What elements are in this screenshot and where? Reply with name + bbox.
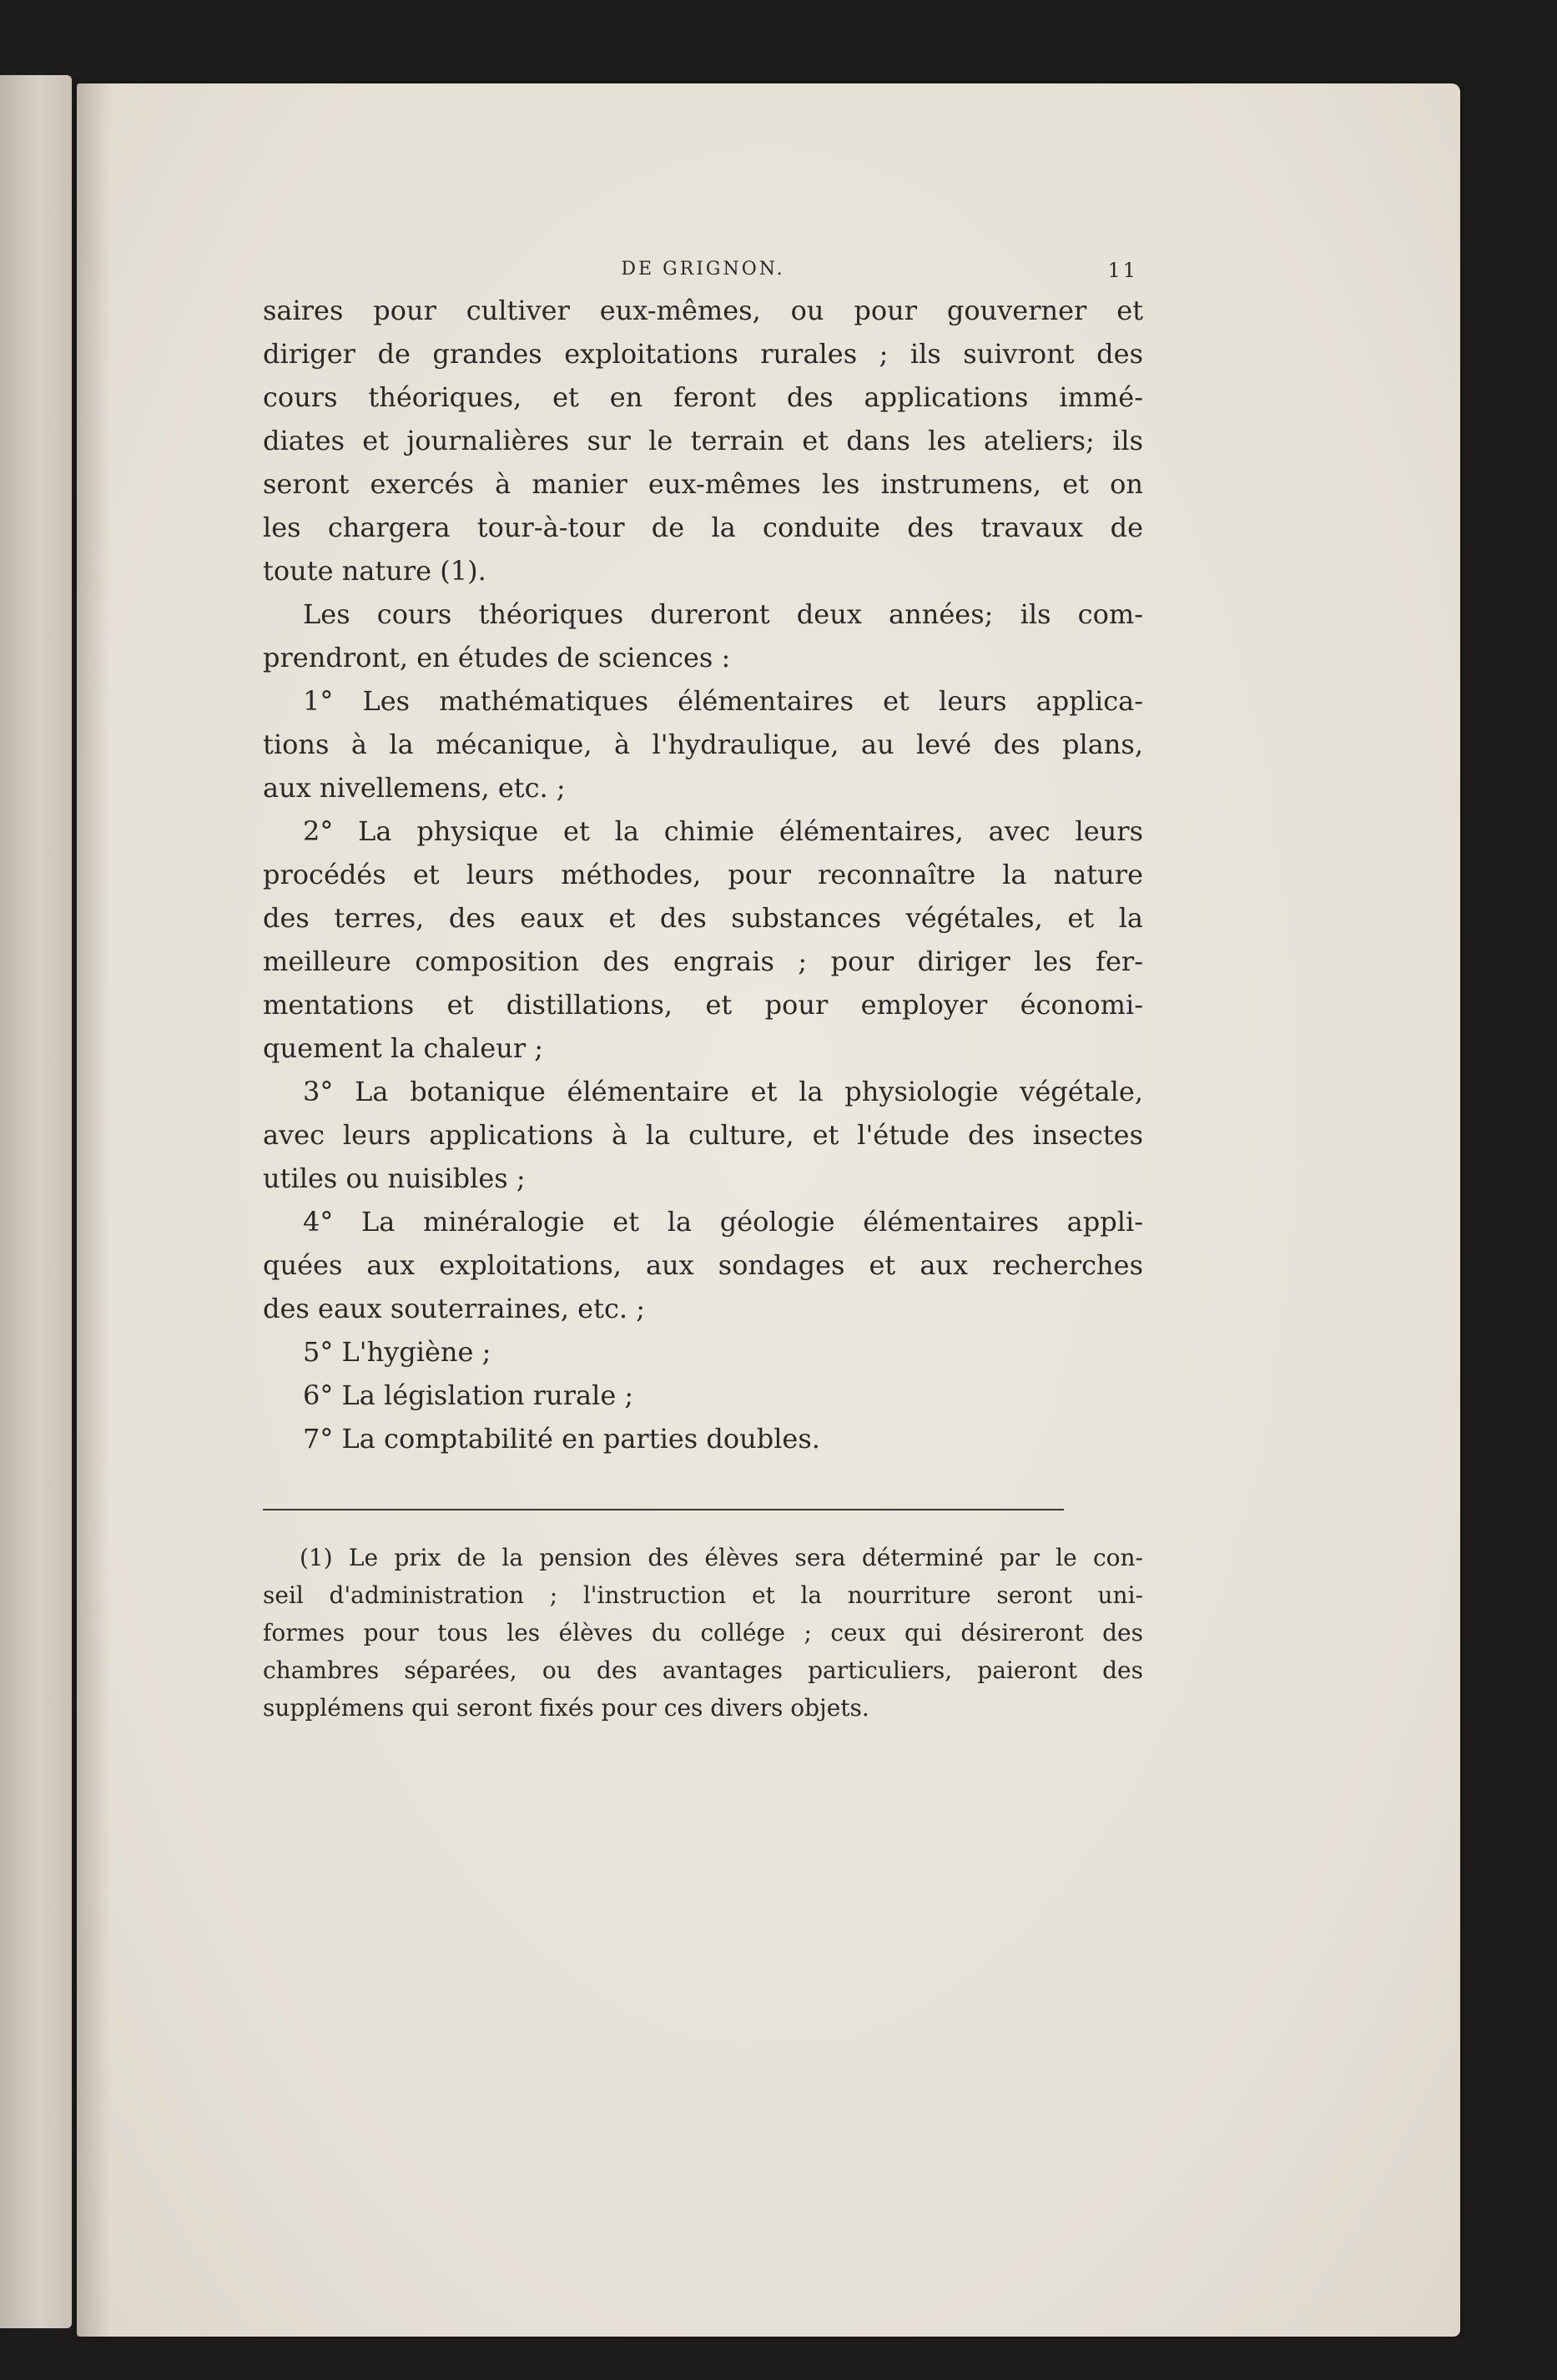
body-line: toute nature (1). <box>263 555 486 587</box>
body-line: saires pour cultiver eux-mêmes, ou pour gouverner et <box>263 295 1143 326</box>
gutter-shadow <box>77 83 110 2337</box>
running-head <box>263 259 1143 289</box>
body-line: meilleure composition des engrais ; pour diriger les fer- <box>263 945 1143 977</box>
body-line: 7° La comptabilité en parties doubles. <box>303 1423 820 1455</box>
body-line: diriger de grandes exploitations rurales ; ils suivront des <box>263 338 1143 370</box>
body-line: mentations et distillations, et pour employer économi- <box>263 989 1143 1021</box>
body-line: cours théoriques, et en feront des applications immé- <box>263 381 1143 413</box>
footnote-rule <box>263 1509 1064 1510</box>
list-item-5 <box>263 1330 1143 1374</box>
body-line: 1° Les mathématiques élémentaires et leurs applica- <box>303 685 1143 717</box>
footnote-line: supplémens qui seront fixés pour ces divers objets. <box>263 1694 869 1722</box>
body-line: les chargera tour-à-tour de la conduite des travaux de <box>263 512 1143 543</box>
body-line: seront exercés à manier eux-mêmes les instrumens, et on <box>263 468 1143 500</box>
body-line: aux nivellemens, etc. ; <box>263 772 566 804</box>
list-item-3 <box>263 1070 1143 1200</box>
list-item-2 <box>263 809 1143 1070</box>
body-line: 4° La minéralogie et la géologie élémentaires appli- <box>303 1206 1143 1238</box>
body-line: tions à la mécanique, à l'hydraulique, au levé des plans, <box>263 729 1143 760</box>
body-line: 2° La physique et la chimie élémentaires, avec leurs <box>303 815 1143 847</box>
body-line: 5° L'hygiène ; <box>303 1336 491 1368</box>
paragraph-2 <box>263 592 1143 679</box>
facing-page-edge <box>0 75 72 2328</box>
list-item-4 <box>263 1200 1143 1330</box>
list-item-7 <box>263 1417 1143 1460</box>
footnote-line: formes pour tous les élèves du collége ; ceux qui désireront des <box>263 1619 1143 1646</box>
footnote-line: chambres séparées, ou des avantages particuliers, paieront des <box>263 1656 1143 1684</box>
body-line: quées aux exploitations, aux sondages et aux recherches <box>263 1249 1143 1281</box>
list-item-6 <box>263 1374 1143 1417</box>
paragraph-1 <box>263 289 1143 592</box>
running-head-title: DE GRIGNON. <box>621 259 785 280</box>
body-line: diates et journalières sur le terrain et dans les ateliers; ils <box>263 425 1143 456</box>
body-line: des terres, des eaux et des substances végétales, et la <box>263 902 1143 934</box>
body-line: des eaux souterraines, etc. ; <box>263 1293 646 1324</box>
footnote <box>263 1539 1143 1727</box>
text-block <box>263 259 1143 1727</box>
body-line: Les cours théoriques dureront deux années; ils com- <box>303 598 1143 630</box>
body-line: 3° La botanique élémentaire et la physiologie végétale, <box>303 1076 1143 1107</box>
body-line: prendront, en études de sciences : <box>263 642 731 673</box>
body-line: quement la chaleur ; <box>263 1032 544 1064</box>
body-text <box>263 289 1143 1460</box>
body-line: utiles ou nuisibles ; <box>263 1162 526 1194</box>
body-line: avec leurs applications à la culture, et l'étude des insectes <box>263 1119 1143 1151</box>
footnote-line: seil d'administration ; l'instruction et la nourriture seront uni- <box>263 1581 1143 1609</box>
page-number: 11 <box>1107 259 1138 282</box>
footnote-line: (1) Le prix de la pension des élèves sera déterminé par le con- <box>300 1544 1143 1571</box>
body-line: procédés et leurs méthodes, pour reconnaître la nature <box>263 859 1143 890</box>
list-item-1 <box>263 679 1143 809</box>
body-line: 6° La législation rurale ; <box>303 1379 634 1411</box>
